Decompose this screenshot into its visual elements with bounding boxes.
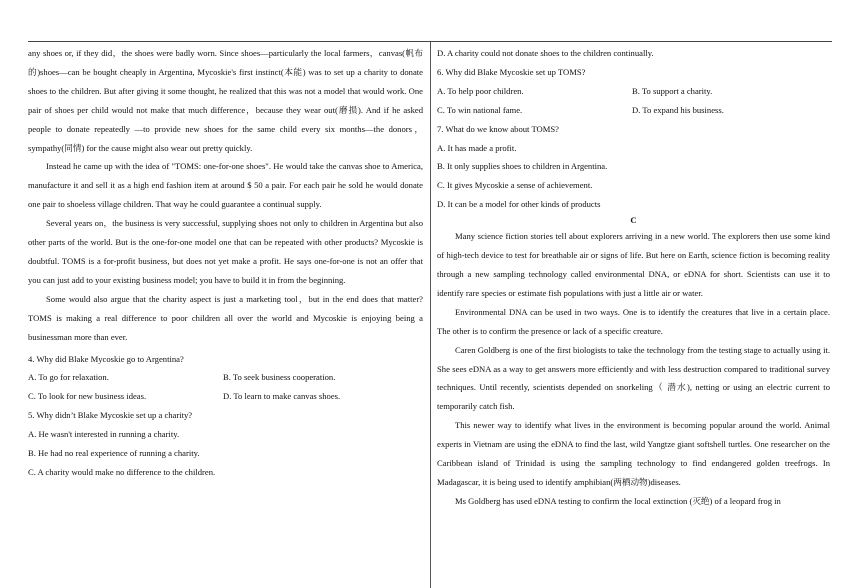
option-b: B. To support a charity. (632, 85, 713, 96)
option-a: A. It has made a profit. (437, 142, 517, 153)
right-column (437, 44, 830, 511)
question-4: 4. Why did Blake Mycoskie go to Argentina? (28, 353, 184, 364)
passage-paragraph: Environmental DNA can be used in two ways. One is to identify the creatures that live in a certain place. The other is to confirm the presence or lack of a specific creature. (437, 306, 830, 336)
passage-paragraph: Several years on，the business is very successful, supplying shoes not only to children in Argentina but also other parts of the world. But is the one-for-one model one that can be repeated with other products? Mycoskie is doubtful. TOMS is a for-profit business, but does not yet make a profit. He says one-for-one is not an offer that you can just add to your existing business model; you have to build it in from the beginning. (28, 218, 423, 285)
passage-paragraph: Caren Goldberg is one of the first biologists to take the technology from the testing stage to actually using it. She sees eDNA as a way to get answers more efficiently and with less destruction compared to traditional survey techniques. Until recently, scientists depended on snorkeling（ 潜水), netting or using an electric current to temporarily catch fish. (437, 344, 830, 412)
passage-paragraph: Many science fiction stories tell about explorers arriving in a new world. The explorers then use some kind of high-tech device to test for breathable air or signs of life. But here on Earth, science fiction is becoming reality through a new sampling technology called environmental DNA, or eDNA for short. Scientists can use it to identify rare species or estimate fish populations with just a little air or water. (437, 231, 830, 298)
passage-paragraph: Some would also argue that the charity aspect is just a marketing tool，but in the end does that matter? TOMS is making a real difference to poor children all over the world and Mycoskie is enjoying being a businessman more than ever. (28, 293, 423, 342)
option-d: D. A charity could not donate shoes to the children continually. (437, 48, 654, 58)
option-b: B. It only supplies shoes to children in Argentina. (437, 161, 608, 172)
option-d: D. To learn to make canvas shoes. (223, 391, 341, 402)
option-d: D. It can be a model for other kinds of products (437, 199, 601, 210)
question-4-options-row1 (28, 368, 423, 387)
option-c: C. To win national fame. (437, 104, 523, 115)
left-column (28, 44, 423, 482)
question-5: 5. Why didn’t Blake Mycoskie set up a charity? (28, 410, 193, 421)
option-c: C. A charity would make no difference to the children. (28, 466, 216, 477)
passage-paragraph: Ms Goldberg has used eDNA testing to confirm the local extinction (灭绝) of a leopard frog in (455, 495, 781, 506)
question-7: 7. What do we know about TOMS? (437, 123, 559, 134)
option-a: A. To go for relaxation. (28, 372, 109, 383)
option-c: C. It gives Mycoskie a sense of achievement. (437, 180, 593, 191)
section-heading: C (630, 215, 637, 226)
option-a: A. To help poor children. (437, 85, 524, 96)
option-b: B. He had no real experience of running a charity. (28, 448, 200, 459)
question-6-options-row1 (437, 82, 830, 101)
passage-paragraph: This newer way to identify what lives in the environment is becoming popular around the world. Animal experts in Vietnam are using the eDNA to find the last, wild Yangtze giant softshell turtles. One researcher on the Caribbean island of Trinidad is using the sampling technology to find endangered golden treefrogs. In Madagascar, it is being used to identify amphibian(两栖动物)diseases. (437, 420, 830, 487)
option-a: A. He wasn't interested in running a charity. (28, 429, 180, 440)
option-c: C. To look for new business ideas. (28, 391, 147, 402)
passage-paragraph: Instead he came up with the idea of "TOMS: one-for-one shoes". He would take the canvas shoe to America, manufacture it and sell it as a high end fashion item at around $ 50 a pair. For each pair he sold he would donate one pair to shoeless village children. That way he could guarantee a continual supply. (28, 161, 423, 210)
question-6-options-row2 (437, 101, 830, 120)
column-divider (430, 42, 431, 588)
question-4-options-row2 (28, 387, 423, 406)
passage-paragraph: any shoes or, if they did，the shoes were badly worn. Since shoes—particularly the local farmers，canvas(帆布的)shoes—can be bought cheaply in Argentina, Mycoskie's first instinct(本能) was to set up a charity to donate shoes to the children. But after giving it some thought, he realized that this was not a model that would work. One pair of shoes per child would not make that much difference，because they wear out(磨损). And if he asked people to donate repeatedly —to provide new shoes for the same child every six months—the donors，sympathy(同情) for the cause might also wear out pretty quickly. (28, 48, 423, 153)
option-d: D. To expand his business. (632, 104, 724, 115)
option-b: B. To seek business cooperation. (223, 372, 336, 383)
question-6: 6. Why did Blake Mycoskie set up TOMS? (437, 66, 586, 77)
